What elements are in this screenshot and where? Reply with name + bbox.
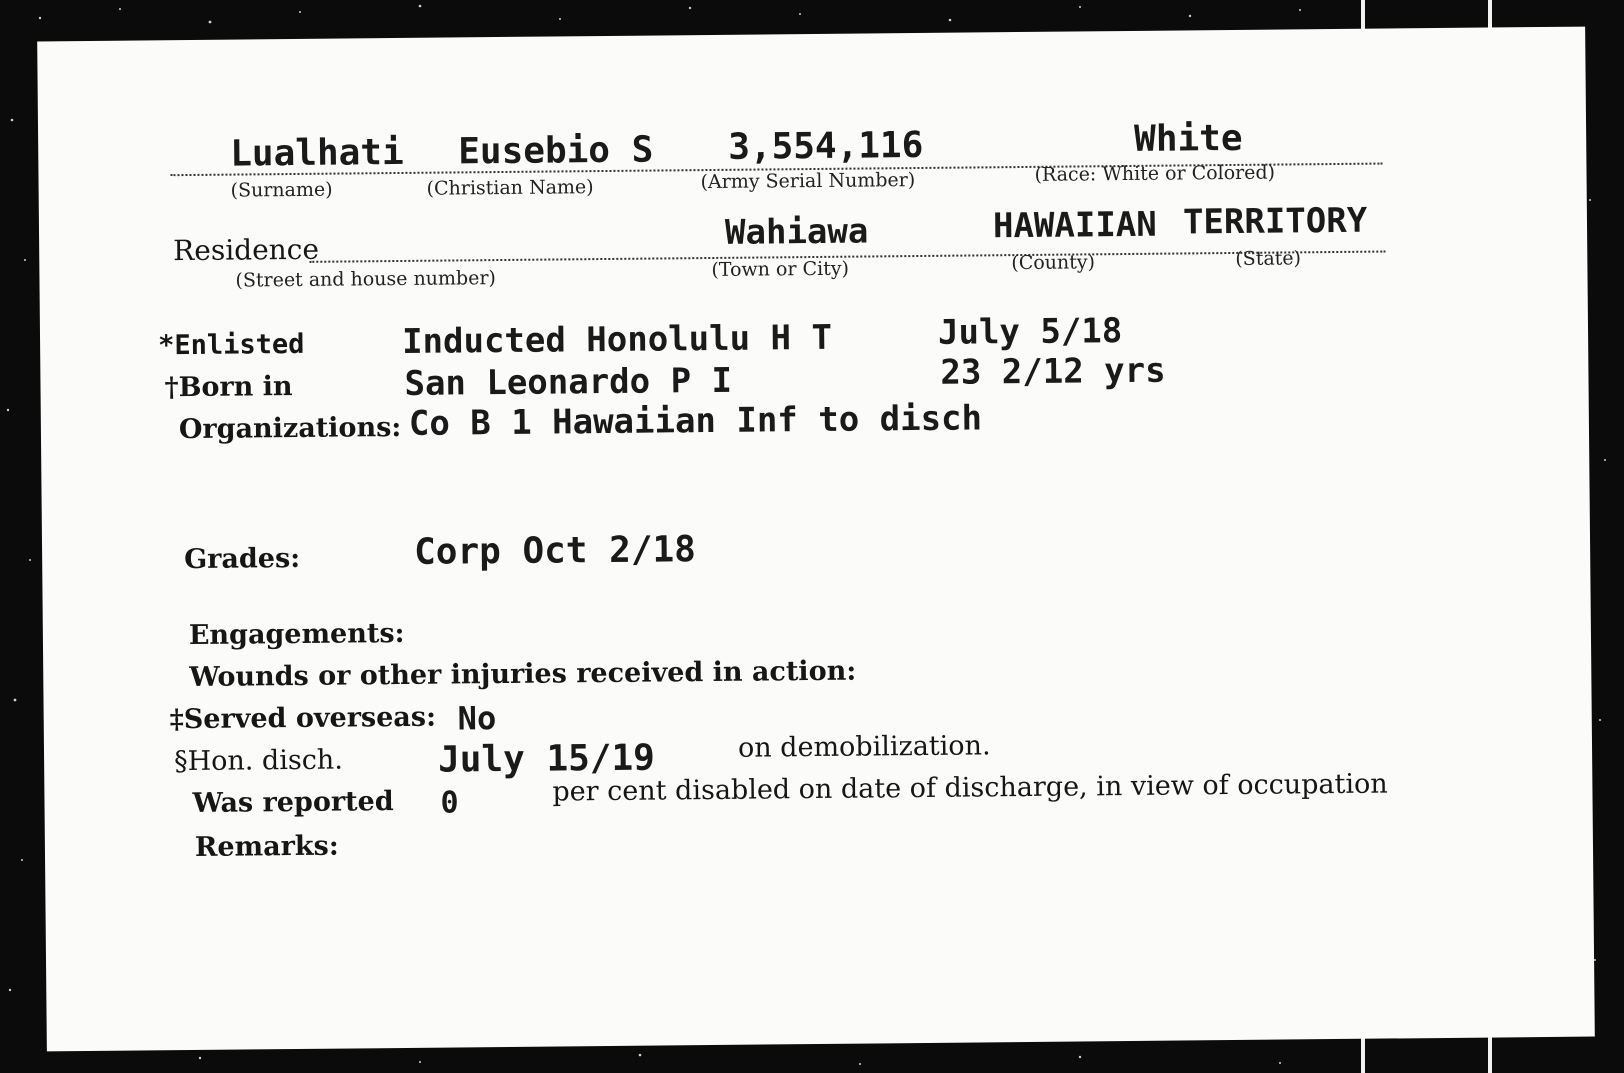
town-caption: (Town or City) bbox=[711, 257, 850, 281]
reported-note: per cent disabled on date of discharge, in view of occupation bbox=[552, 768, 1388, 808]
enlisted-label: *Enlisted bbox=[157, 328, 305, 362]
county-caption: (County) bbox=[1011, 251, 1096, 275]
race-caption: (Race: White or Colored) bbox=[1034, 161, 1276, 186]
state-value: TERRITORY bbox=[1182, 200, 1368, 243]
reported-value: 0 bbox=[440, 785, 459, 821]
grades-value: Corp Oct 2/18 bbox=[413, 529, 697, 573]
organizations-label: Organizations: bbox=[178, 411, 402, 446]
county-value: HAWAIIAN bbox=[992, 204, 1157, 247]
engagements-label: Engagements: bbox=[188, 617, 405, 652]
serial-number-value: 3,554,116 bbox=[728, 124, 924, 168]
inducted-date: July 5/18 bbox=[937, 311, 1123, 353]
wounds-label: Wounds or other injuries received in action: bbox=[189, 655, 857, 694]
christian-name-caption: (Christian Name) bbox=[426, 176, 594, 200]
street-caption: (Street and house number) bbox=[235, 267, 497, 292]
discharge-label: §Hon. disch. bbox=[173, 744, 343, 778]
race-value: White bbox=[1133, 117, 1243, 160]
serial-caption: (Army Serial Number) bbox=[700, 169, 916, 194]
overseas-value: No bbox=[457, 699, 497, 738]
grades-label: Grades: bbox=[184, 542, 301, 576]
discharge-date: July 15/19 bbox=[437, 737, 656, 781]
organizations-value: Co B 1 Hawaiian Inf to disch bbox=[408, 398, 983, 444]
born-label: †Born in bbox=[164, 371, 293, 404]
surname-caption: (Surname) bbox=[230, 178, 333, 202]
age-value: 23 2/12 yrs bbox=[940, 350, 1166, 393]
surname-value: Lualhati bbox=[230, 131, 404, 175]
town-value: Wahiawa bbox=[724, 211, 869, 253]
remarks-label: Remarks: bbox=[194, 830, 339, 863]
christian-name-value: Eusebio S bbox=[458, 129, 654, 173]
overseas-label: ‡Served overseas: bbox=[169, 701, 437, 736]
state-caption: (State) bbox=[1235, 247, 1302, 270]
inducted-value: Inducted Honolulu H T bbox=[401, 317, 833, 362]
reported-label: Was reported bbox=[192, 786, 394, 819]
born-value: San Leonardo P I bbox=[404, 360, 733, 404]
service-record-card bbox=[37, 27, 1595, 1052]
residence-label: Residence bbox=[173, 232, 320, 268]
discharge-note: on demobilization. bbox=[737, 730, 991, 764]
